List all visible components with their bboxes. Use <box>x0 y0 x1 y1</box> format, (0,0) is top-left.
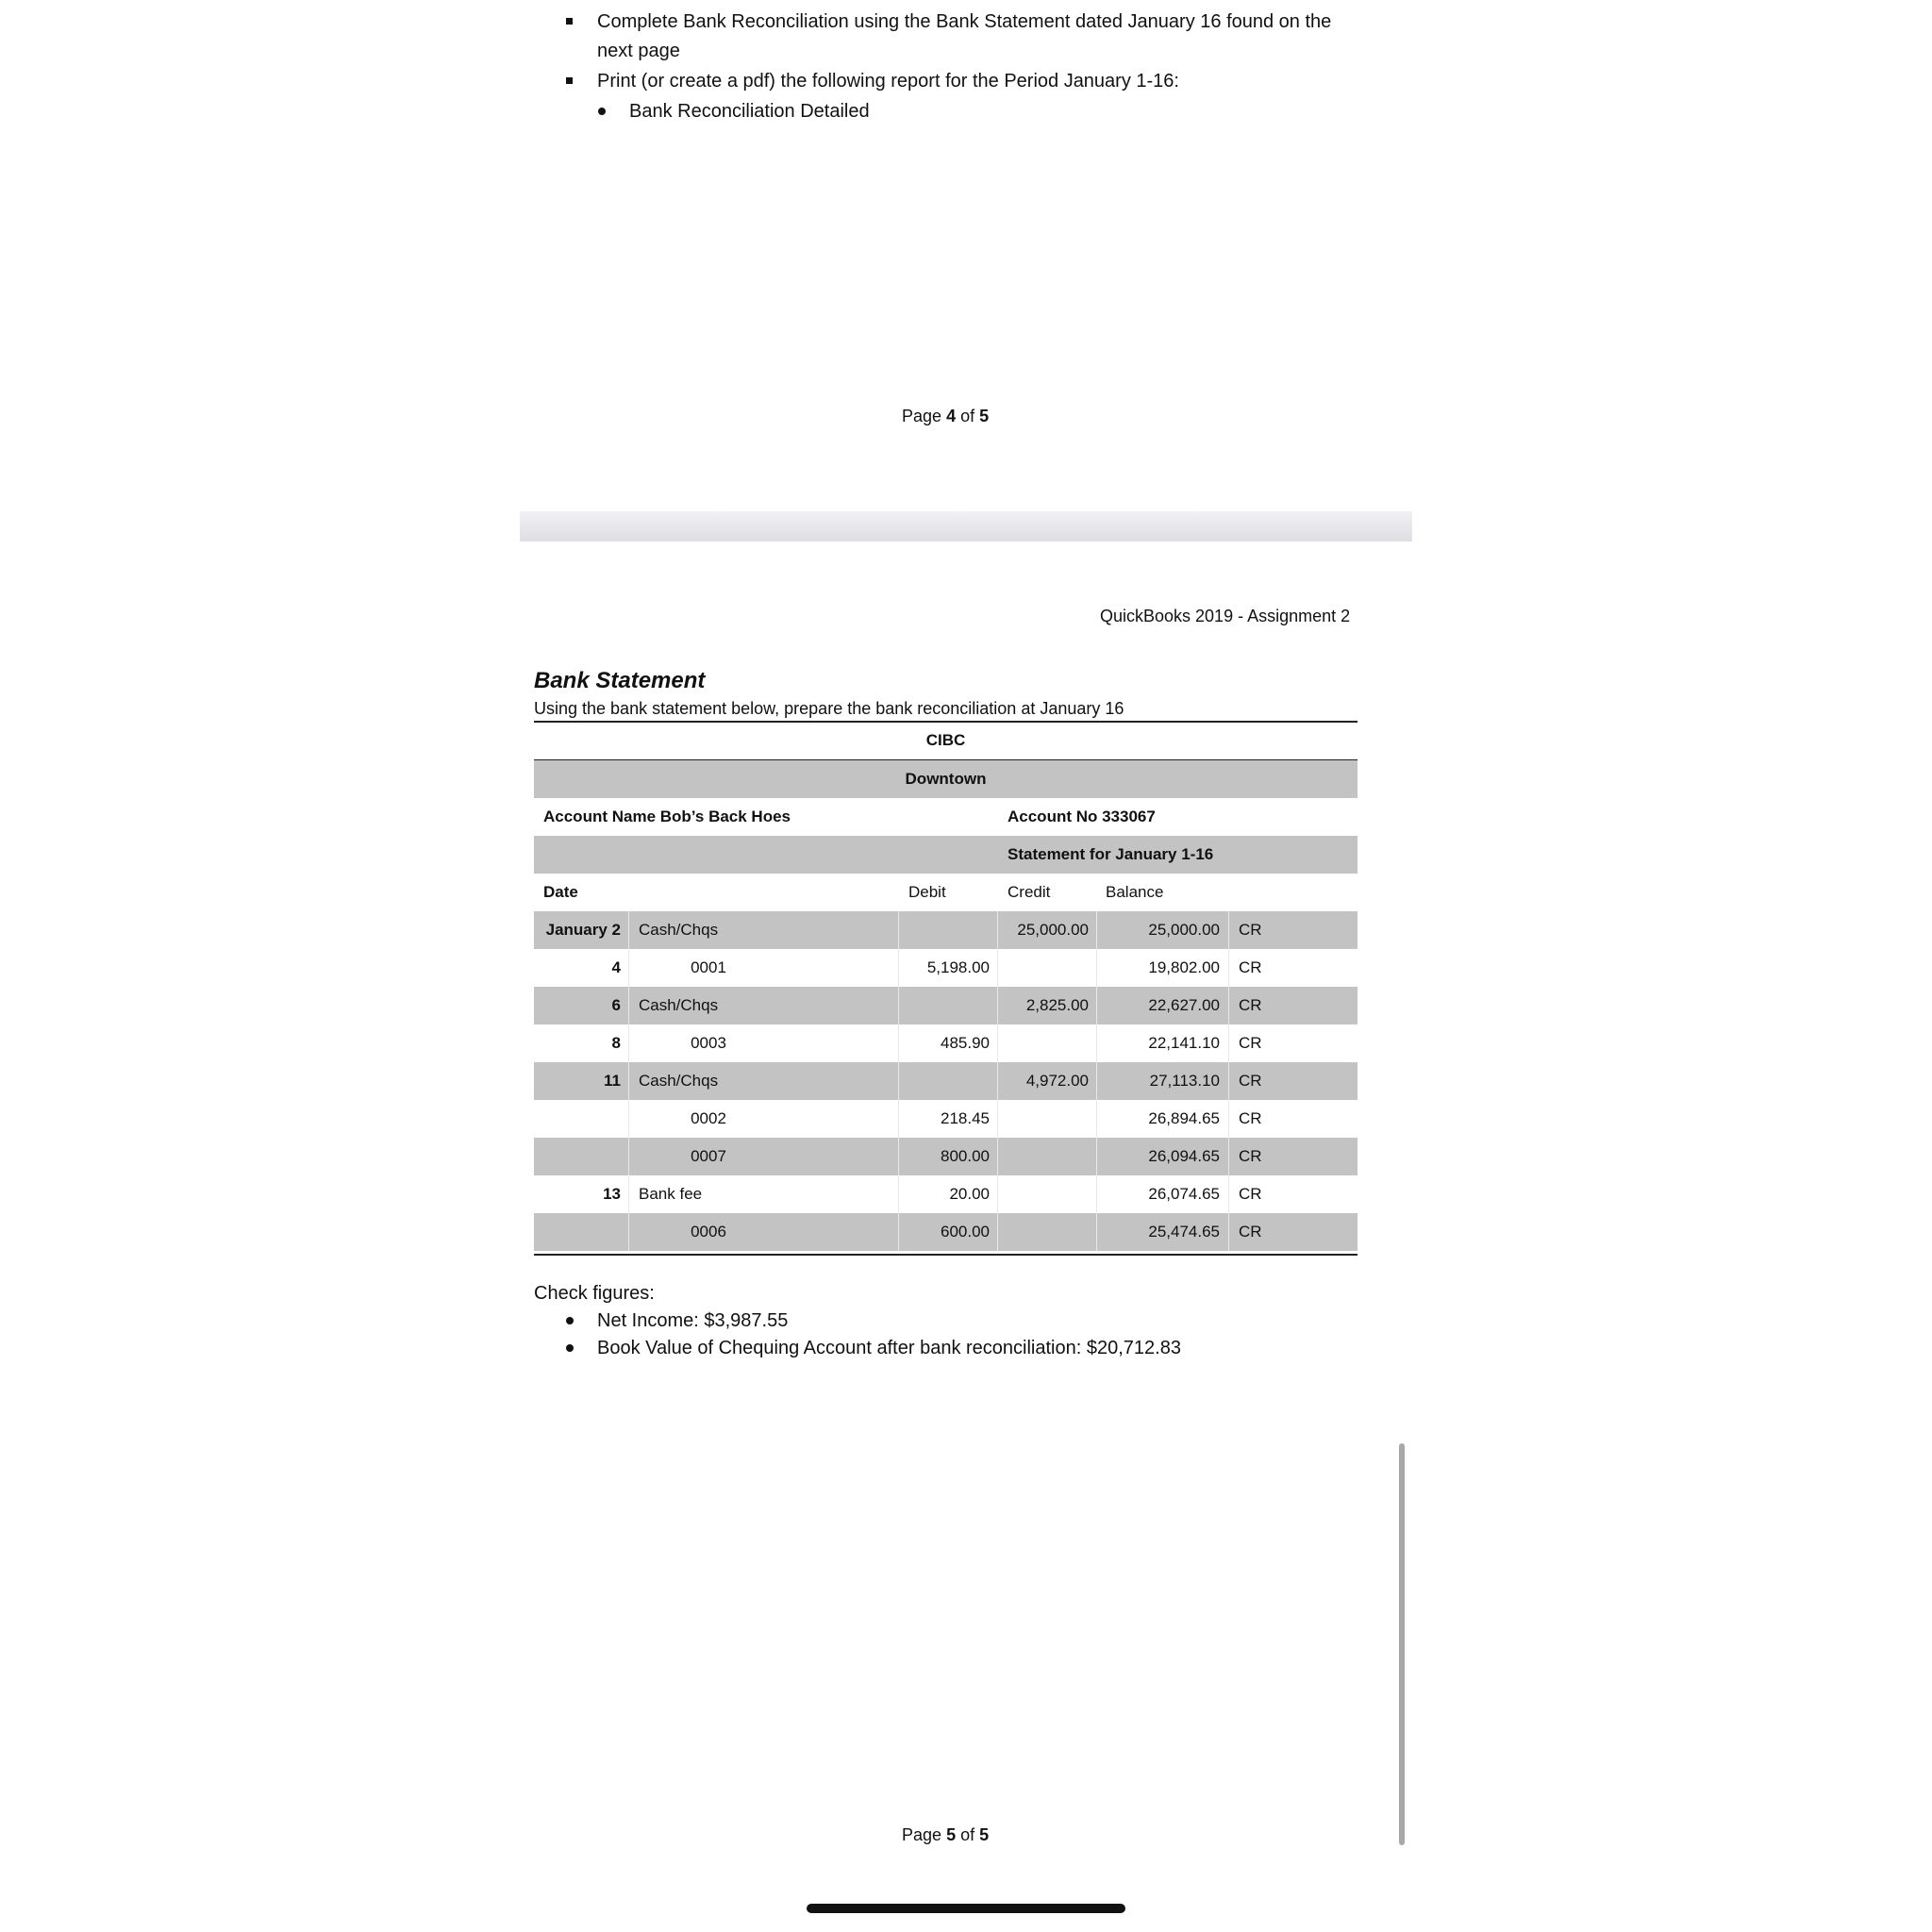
row-cr: CR <box>1239 1185 1262 1203</box>
page-of: of <box>960 1825 975 1844</box>
table-row <box>534 949 1357 987</box>
row-debit <box>898 1062 990 1100</box>
home-indicator[interactable] <box>807 1904 1125 1913</box>
row-balance: 26,894.65 <box>1148 1109 1220 1127</box>
row-debit: 5,198.00 <box>926 958 990 976</box>
row-description: Bank fee <box>639 1185 703 1203</box>
row-description: Cash/Chqs <box>639 996 719 1014</box>
row-date: 6 <box>611 996 621 1014</box>
row-date: 11 <box>604 1072 621 1090</box>
row-date: 13 <box>603 1185 621 1203</box>
row-balance: 26,074.65 <box>1148 1185 1220 1203</box>
row-description: Cash/Chqs <box>639 1072 719 1090</box>
row-balance: 26,094.65 <box>1148 1147 1220 1165</box>
row-cheque <box>666 911 751 949</box>
section-title: Bank Statement <box>534 668 706 693</box>
row-cheque: 0001 <box>691 958 726 976</box>
row-cr: CR <box>1239 921 1262 939</box>
row-credit: 4,972.00 <box>1025 1072 1089 1090</box>
branch-row <box>534 760 1357 798</box>
row-balance: 22,141.10 <box>1148 1034 1220 1052</box>
row-date: January 2 <box>545 921 621 939</box>
column-debit: Debit <box>908 883 946 901</box>
account-number: Account No 333067 <box>1008 808 1156 825</box>
row-credit: 25,000.00 <box>1017 921 1089 939</box>
row-cr: CR <box>1239 1034 1262 1052</box>
row-date: 8 <box>611 1034 621 1052</box>
row-credit <box>997 1100 1089 1138</box>
page-number <box>902 405 989 427</box>
row-credit: 2,825.00 <box>1025 996 1089 1014</box>
row-debit: 800.00 <box>941 1147 990 1165</box>
row-credit <box>997 1175 1089 1213</box>
page-current: 5 <box>946 1825 957 1844</box>
square-bullet <box>566 18 573 25</box>
table-row <box>534 1062 1357 1100</box>
column-header-row <box>534 874 1357 911</box>
page-label: Page <box>902 407 942 425</box>
account-name: Account Name Bob’s Back Hoes <box>543 808 791 825</box>
check-figure: Net Income: $3,987.55 <box>597 1310 789 1331</box>
row-cheque: 0002 <box>691 1109 726 1127</box>
row-debit <box>898 911 990 949</box>
table-row <box>534 1024 1357 1062</box>
page-current: 4 <box>946 407 957 425</box>
column-balance: Balance <box>1106 883 1164 901</box>
row-date <box>534 1138 621 1175</box>
row-date <box>534 1213 621 1251</box>
row-balance: 19,802.00 <box>1148 958 1220 976</box>
row-debit: 600.00 <box>941 1223 990 1241</box>
row-cr: CR <box>1239 958 1262 976</box>
page-of: of <box>960 407 975 425</box>
row-cr: CR <box>1239 1147 1262 1165</box>
row-description: Cash/Chqs <box>639 921 719 939</box>
document-header: QuickBooks 2019 - Assignment 2 <box>1100 607 1351 625</box>
row-credit <box>997 949 1089 987</box>
round-bullet <box>566 1317 574 1324</box>
bank-name: CIBC <box>925 731 966 749</box>
table-row <box>534 1175 1357 1213</box>
table-row <box>534 911 1357 949</box>
row-date <box>534 1100 621 1138</box>
table-row <box>534 1213 1357 1251</box>
page-label: Page <box>902 1825 942 1844</box>
account-row <box>534 798 1357 836</box>
row-debit: 20.00 <box>949 1185 990 1203</box>
page-total: 5 <box>979 407 990 425</box>
round-bullet <box>598 108 606 115</box>
row-cr: CR <box>1239 996 1262 1014</box>
instruction-line: Print (or create a pdf) the following report for the Period January 1-16: <box>597 71 1179 92</box>
row-debit: 485.90 <box>941 1034 990 1052</box>
row-credit <box>997 1213 1089 1251</box>
page-number <box>902 1824 989 1846</box>
row-cr: CR <box>1239 1109 1262 1127</box>
column-credit: Credit <box>1008 883 1051 901</box>
row-balance: 22,627.00 <box>1148 996 1220 1014</box>
branch-name: Downtown <box>905 770 987 788</box>
instruction-line: Complete Bank Reconciliation using the Bank Statement dated January 16 found on the <box>597 11 1332 32</box>
row-cheque <box>666 1175 751 1213</box>
statement-period-row <box>534 836 1357 874</box>
table-row <box>534 987 1357 1024</box>
row-cheque: 0006 <box>691 1223 726 1241</box>
section-subtitle: Using the bank statement below, prepare the bank reconciliation at January 16 <box>534 699 1124 718</box>
scrollbar[interactable] <box>1399 1443 1405 1845</box>
check-figures-label: Check figures: <box>534 1283 655 1304</box>
bank-name-row <box>534 722 1357 759</box>
row-credit <box>997 1024 1089 1062</box>
row-debit <box>898 987 990 1024</box>
row-balance: 27,113.10 <box>1149 1072 1220 1090</box>
column-date: Date <box>543 883 578 901</box>
table-row <box>534 1100 1357 1138</box>
round-bullet <box>566 1344 574 1352</box>
row-cr: CR <box>1239 1072 1262 1090</box>
statement-period: Statement for January 1-16 <box>1008 845 1214 863</box>
page-total: 5 <box>979 1825 990 1844</box>
instruction-line: next page <box>597 41 680 61</box>
table-bottom-rule <box>534 1254 1357 1256</box>
row-cr: CR <box>1239 1223 1262 1241</box>
row-cheque <box>666 1062 751 1100</box>
check-figure: Book Value of Chequing Account after bank reconciliation: $20,712.83 <box>597 1338 1181 1358</box>
page-separator <box>520 511 1412 543</box>
row-cheque: 0003 <box>691 1034 726 1052</box>
row-date: 4 <box>611 958 621 976</box>
row-cheque: 0007 <box>691 1147 726 1165</box>
row-balance: 25,474.65 <box>1148 1223 1220 1241</box>
row-balance: 25,000.00 <box>1148 921 1220 939</box>
row-debit: 218.45 <box>941 1109 990 1127</box>
row-cheque <box>666 987 751 1024</box>
report-name: Bank Reconciliation Detailed <box>629 101 870 122</box>
table-row <box>534 1138 1357 1175</box>
row-credit <box>997 1138 1089 1175</box>
square-bullet <box>566 77 573 84</box>
